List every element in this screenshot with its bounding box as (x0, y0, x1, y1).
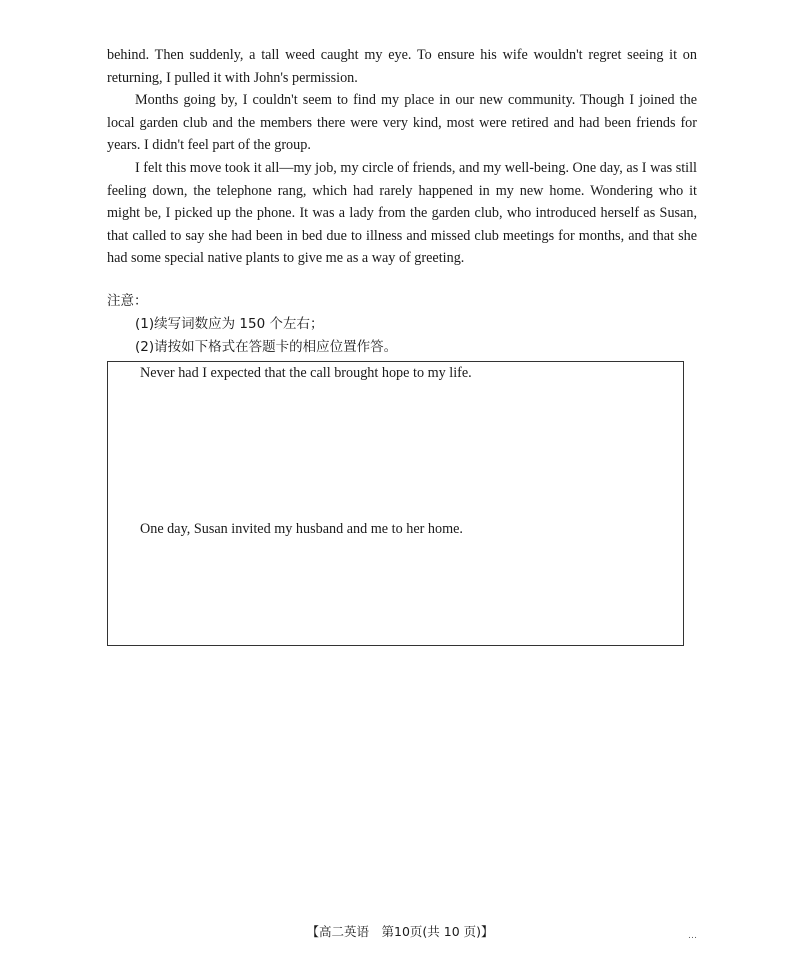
corner-mark: … (688, 930, 697, 940)
writing-notes (107, 290, 697, 359)
continuation-start-line-2: One day, Susan invited my husband and me to her home. (140, 521, 463, 537)
passage-paragraph-2: Months going by, I couldn't seem to find my place in our new community. Though I joined the local garden club and the members there were very kind, most were retired and had been friends for years. I didn't feel part of the group. (107, 92, 697, 154)
continuation-start-line-1: Never had I expected that the call brought hope to my life. (140, 365, 472, 381)
answer-box (107, 361, 684, 646)
notes-heading: 注意： (107, 293, 148, 309)
reading-passage (107, 44, 697, 270)
page-footer: 【高二英语 第10页(共 10 页)】 (306, 924, 494, 939)
note-word-count: (1)续写词数应为 150 个左右； (135, 316, 324, 332)
passage-paragraph-3: I felt this move took it all—my job, my circle of friends, and my well-being. One day, as I was still feeling down, the telephone rang, which had rarely happened in my new home. Wondering who it might be, I picked up the phone. It was a lady from the garden club, who introduced herself as Susan, that called to say she had been in bed due to illness and missed club meetings for months, and that she had some special native plants to give me as a way of greeting. (107, 159, 697, 267)
note-answer-format: (2)请按如下格式在答题卡的相应位置作答。 (135, 339, 398, 355)
passage-paragraph-1: behind. Then suddenly, a tall weed caught my eye. To ensure his wife wouldn't regret seeing it on returning, I pulled it with John's permission. (107, 47, 697, 86)
